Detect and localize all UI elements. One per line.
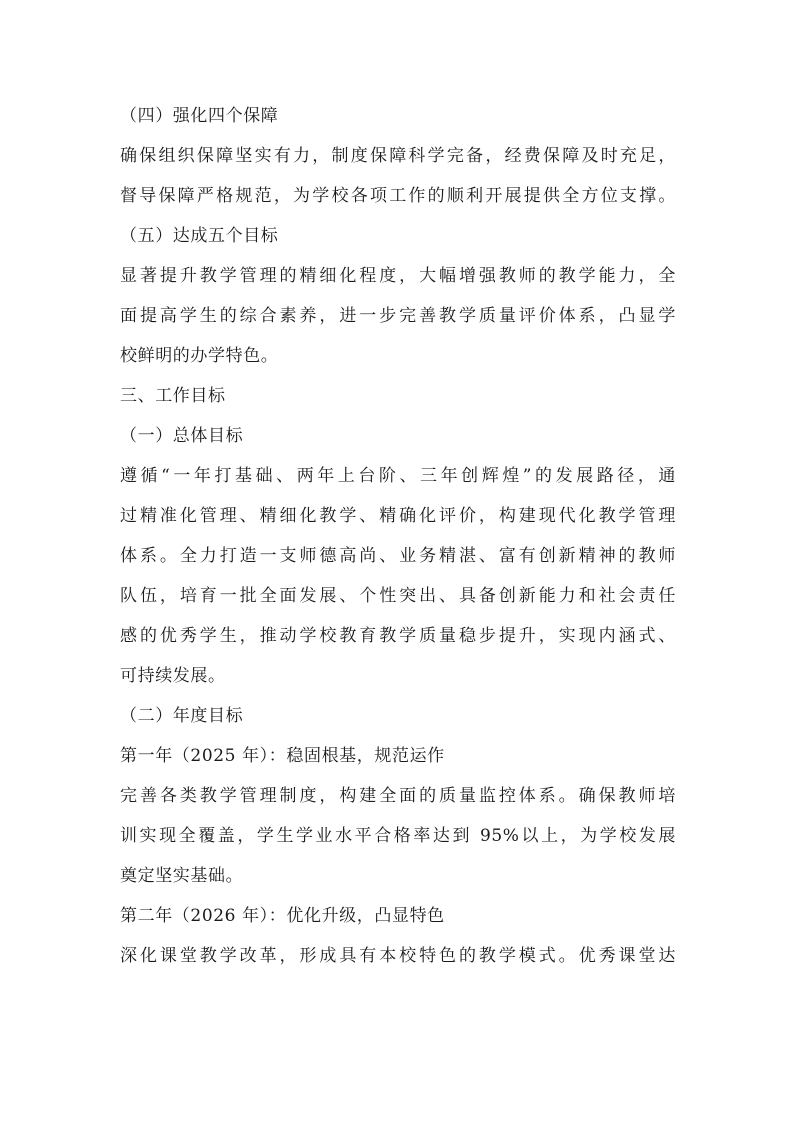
section-heading-guarantees: （四）强化四个保障 bbox=[120, 106, 279, 126]
document-body bbox=[120, 96, 676, 976]
paragraph-line: 校鲜明的办学特色。 bbox=[120, 346, 279, 366]
paragraph-year-two bbox=[120, 936, 676, 976]
paragraph-line: 过精准化管理、精细化教学、精确化评价，构建现代化教学管理 bbox=[120, 506, 676, 526]
paragraph-line: 深化课堂教学改革，形成具有本校特色的教学模式。优秀课堂达 bbox=[120, 946, 676, 966]
paragraph-overall-goal bbox=[120, 456, 676, 696]
paragraph-line: 队伍，培育一批全面发展、个性突出、具备创新能力和社会责任 bbox=[120, 586, 676, 606]
paragraph-line: 奠定坚实基础。 bbox=[120, 866, 244, 886]
paragraph-line: 感的优秀学生，推动学校教育教学质量稳步提升，实现内涵式、 bbox=[120, 626, 676, 646]
section-heading-overall-goal: （一）总体目标 bbox=[120, 426, 244, 446]
subheading-year-two: 第二年（2026 年）：优化升级，凸显特色 bbox=[120, 906, 445, 926]
paragraph-line: 督导保障严格规范，为学校各项工作的顺利开展提供全方位支撑。 bbox=[120, 186, 676, 206]
paragraph-line: 面提高学生的综合素养，进一步完善教学质量评价体系，凸显学 bbox=[120, 306, 676, 326]
paragraph-line: 确保组织保障坚实有力，制度保障科学完备，经费保障及时充足， bbox=[120, 146, 676, 166]
paragraph-guarantees bbox=[120, 136, 676, 216]
paragraph-year-one bbox=[120, 776, 676, 896]
chapter-heading-work-goals: 三、工作目标 bbox=[120, 386, 226, 406]
subheading-year-one: 第一年（2025 年）：稳固根基，规范运作 bbox=[120, 746, 445, 766]
paragraph-line: 遵循“一年打基础、两年上台阶、三年创辉煌”的发展路径，通 bbox=[120, 466, 676, 486]
paragraph-line: 训实现全覆盖，学生学业水平合格率达到 95%以上，为学校发展 bbox=[120, 826, 676, 846]
paragraph-line: 可持续发展。 bbox=[120, 666, 226, 686]
paragraph-line: 体系。全力打造一支师德高尚、业务精湛、富有创新精神的教师 bbox=[120, 546, 676, 566]
section-heading-annual-goals: （二）年度目标 bbox=[120, 706, 244, 726]
paragraph-goals bbox=[120, 256, 676, 376]
paragraph-line: 显著提升教学管理的精细化程度，大幅增强教师的教学能力，全 bbox=[120, 266, 676, 286]
section-heading-goals: （五）达成五个目标 bbox=[120, 226, 279, 246]
paragraph-line: 完善各类教学管理制度，构建全面的质量监控体系。确保教师培 bbox=[120, 786, 676, 806]
